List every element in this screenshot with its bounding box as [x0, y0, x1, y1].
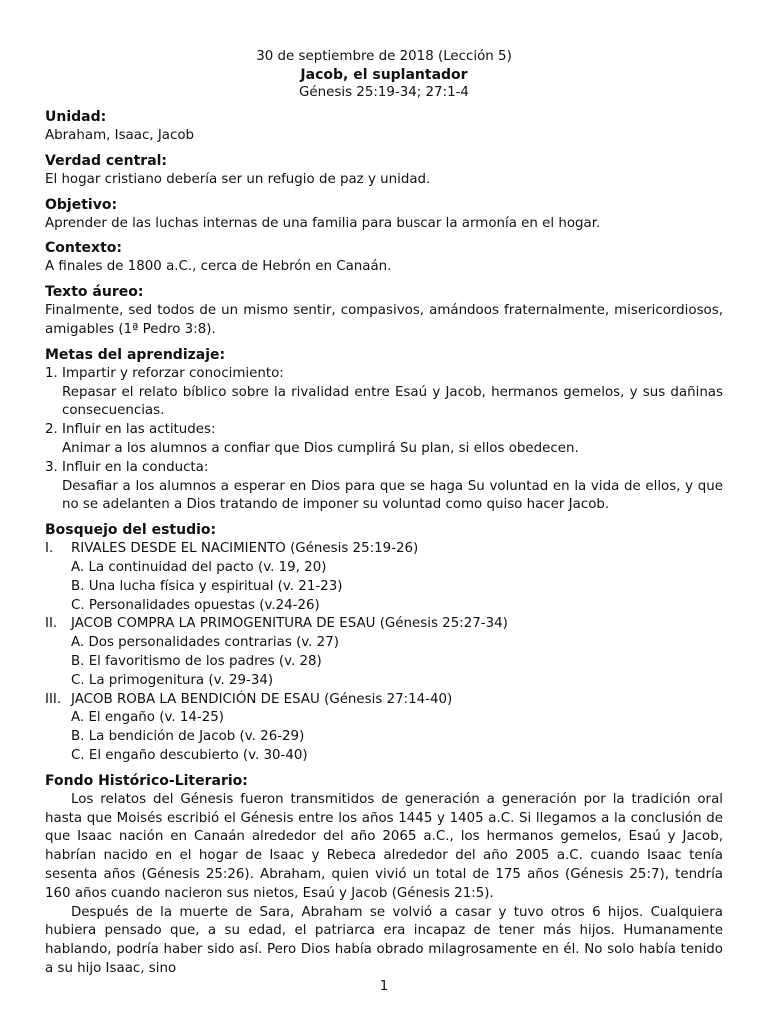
meta-item-body: Repasar el relato bíblico sobre la rivalidad entre Esaú y Jacob, hermanos gemelos, y sus dañinas consecuencias.: [62, 384, 723, 419]
outline-section: [45, 615, 723, 634]
lesson-title: Jacob, el suplantador: [300, 67, 468, 83]
outline-numeral: I.: [45, 541, 54, 557]
contexto-heading: Contexto:: [45, 240, 122, 257]
outline-subitem: C. El engaño descubierto (v. 30-40): [71, 747, 308, 763]
lesson-date: 30 de septiembre de 2018 (Lección 5): [256, 49, 512, 64]
contexto-section: [45, 239, 723, 277]
meta-item-body: Desafiar a los alumnos a esperar en Dios para que se haga Su voluntad en la vida de ellos, y que no se adelanten a Dios tratando de imponer su voluntad como quiso hacer Jacob.: [62, 478, 723, 513]
verdad-section: [45, 152, 723, 190]
unidad-text: Abraham, Isaac, Jacob: [45, 128, 195, 143]
page-number: 1: [379, 979, 389, 994]
body-paragraph: Después de la muerte de Sara, Abraham se volvió a casar y tuvo otros 6 hijos. Cualquiera hubiera pensado que, a su edad, el patriarca era incapaz de tener más hijos. Humanamente hablando, podría haber sido así. Pero Dios había obrado milagrosamente en él. No solo había tenido a su hijo Isaac, sino: [45, 904, 723, 976]
objetivo-heading: Objetivo:: [45, 196, 118, 213]
contexto-text: A finales de 1800 a.C., cerca de Hebrón en Canaán.: [45, 259, 392, 275]
metas-section: [45, 346, 723, 515]
outline-title: JACOB COMPRA LA PRIMOGENITURA DE ESAU (Génesis 25:27-34): [71, 616, 508, 632]
outline-numeral: III.: [45, 691, 62, 707]
body-paragraph: Los relatos del Génesis fueron transmitidos de generación a generación por la tradición oral hasta que Moisés escribió el Génesis entre los años 1445 y 1405 a.C. Si llegamos a la conclusión de que Isaac nación en Canaán alrededor del año 2065 a.C., los hermanos gemelos, Esaú y Jacob, habrían nacido en el hogar de Isaac y Rebeca alrededor del año 2005 a.C. cuando Isaac tenía sesenta años (Génesis 25:26). Abraham, quien vivió un total de 175 años (Génesis 25:7), tendría 160 años cuando nacieron sus nietos, Esaú y Jacob (Génesis 21:5).: [45, 791, 723, 901]
meta-item: [45, 421, 723, 459]
outline-subitem: B. Una lucha física y espiritual (v. 21-23): [71, 578, 343, 594]
outline-subitem: B. La bendición de Jacob (v. 26-29): [71, 729, 305, 745]
objetivo-section: [45, 196, 723, 234]
outline-subitem: A. Dos personalidades contrarias (v. 27): [71, 635, 339, 651]
bosquejo-section: [45, 521, 723, 766]
unidad-section: [45, 108, 723, 146]
verdad-heading: Verdad central:: [45, 152, 168, 169]
meta-item-body: Animar a los alumnos a confiar que Dios cumplirá Su plan, si ellos obedecen.: [62, 440, 579, 456]
texto-aureo-text: Finalmente, sed todos de un mismo sentir, compasivos, amándoos fraternalmente, misericordiosos, amigables (1ª Pedro 3:8).: [45, 303, 723, 337]
outline-subitem: A. La continuidad del pacto (v. 19, 20): [71, 559, 327, 575]
outline-section: [45, 691, 723, 710]
lesson-reference: Génesis 25:19-34; 27:1-4: [299, 85, 469, 100]
outline-section: [45, 540, 723, 559]
lesson-header: [45, 48, 723, 102]
texto-aureo-heading: Texto áureo:: [45, 284, 144, 301]
meta-item: [45, 365, 723, 421]
outline-subitem: B. El favoritismo de los padres (v. 28): [71, 653, 322, 669]
verdad-text: El hogar cristiano debería ser un refugio de paz y unidad.: [45, 171, 431, 187]
unidad-heading: Unidad:: [45, 109, 107, 125]
metas-heading: Metas del aprendizaje:: [45, 346, 226, 363]
texto-aureo-section: [45, 283, 723, 340]
outline-subitem: C. La primogenitura (v. 29-34): [71, 672, 274, 688]
meta-item-head: 2. Influir en las actitudes:: [45, 422, 216, 438]
outline-numeral: II.: [45, 616, 58, 632]
fondo-heading: Fondo Histórico-Literario:: [45, 772, 248, 789]
meta-item-head: 1. Impartir y reforzar conocimiento:: [45, 365, 284, 381]
bosquejo-heading: Bosquejo del estudio:: [45, 522, 217, 539]
objetivo-text: Aprender de las luchas internas de una familia para buscar la armonía en el hogar.: [45, 215, 601, 231]
outline-title: RIVALES DESDE EL NACIMIENTO (Génesis 25:19-26): [71, 541, 419, 557]
outline-subitem: C. Personalidades opuestas (v.24-26): [71, 597, 320, 613]
meta-item-head: 3. Influir en la conducta:: [45, 459, 209, 475]
outline-title: JACOB ROBA LA BENDICIÓN DE ESAU (Génesis 27:14-40): [71, 691, 453, 707]
meta-item: [45, 459, 723, 515]
outline-subitem: A. El engaño (v. 14-25): [71, 710, 224, 726]
fondo-section: [45, 772, 723, 979]
